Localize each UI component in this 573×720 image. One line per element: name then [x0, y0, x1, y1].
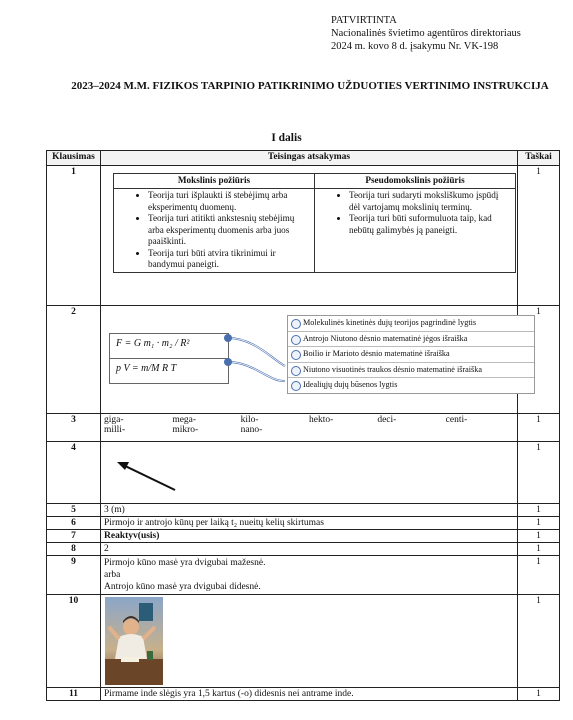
- arrow-icon: [111, 450, 211, 500]
- points-value: 1: [518, 556, 560, 595]
- table-header: [47, 151, 560, 166]
- points-value: 1: [518, 504, 560, 517]
- unit-prefixes: [104, 415, 514, 435]
- part-title: I dalis: [271, 132, 302, 144]
- points-value: 1: [518, 543, 560, 556]
- question-number: 8: [47, 543, 101, 556]
- option-label: Molekulinės kinetinės dujų teorijos pagrindinė lygtis: [303, 318, 477, 327]
- table-row: [47, 688, 560, 701]
- question-number: 4: [47, 442, 101, 504]
- document-title: 2023–2024 M.M. FIZIKOS TARPINIO PATIKRINIMO UŽDUOTIES VERTINIMO INSTRUKCIJA: [71, 80, 549, 92]
- prefix: deci-: [377, 415, 397, 425]
- table-row: [47, 530, 560, 543]
- answer-line: arba: [104, 570, 121, 580]
- points-value: 1: [518, 306, 560, 414]
- answer-cell: [101, 442, 518, 504]
- table-row: [47, 442, 560, 504]
- formula-gravity: F = G m₁ · m₂ / R²: [116, 338, 190, 349]
- col-question: Klausimas: [47, 151, 101, 166]
- table-row: [47, 595, 560, 688]
- sci-header: Mokslinis požiūris: [114, 174, 315, 189]
- list-item: • Teorija turi būti atvira tikrinimui ir bandymui paneigti.: [148, 248, 310, 271]
- option-item[interactable]: [288, 378, 534, 393]
- table-row: [47, 556, 560, 595]
- option-item[interactable]: [288, 363, 534, 379]
- approval-block: [331, 14, 521, 53]
- option-item[interactable]: [288, 332, 534, 348]
- option-label: Niutono visuotinės traukos dėsnio matematinė išraiška: [303, 364, 482, 374]
- list-item: • Teorija turi sudaryti moksliškumo įspūdį dėl vartojamų mokslinių terminų.: [349, 190, 511, 213]
- approval-line: 2024 m. kovo 8 d. įsakymu Nr. VK-198: [331, 41, 499, 52]
- answer-cell: [101, 166, 518, 306]
- answer-cell: [101, 556, 518, 595]
- prefix: mikro-: [172, 425, 199, 435]
- question-number: 11: [47, 688, 101, 701]
- option-item[interactable]: [288, 347, 534, 363]
- table-row: [47, 517, 560, 530]
- prefix: giga-: [104, 415, 124, 425]
- points-value: 1: [518, 688, 560, 701]
- answer-text: Pirmame inde slėgis yra 1,5 kartus (-o) didesnis nei antrame inde.: [101, 688, 518, 701]
- radio-icon: [291, 319, 301, 329]
- option-item[interactable]: [288, 316, 534, 332]
- approval-line: Nacionalinės švietimo agentūros direktoriaus: [331, 28, 521, 39]
- question-number: 10: [47, 595, 101, 688]
- approach-table: [113, 173, 516, 273]
- points-value: 1: [518, 595, 560, 688]
- table-row: [47, 414, 560, 442]
- answer-text: 2: [101, 543, 518, 556]
- prefix: nano-: [240, 425, 263, 435]
- formula-ideal-gas: p V = m/M R T: [110, 358, 228, 383]
- table-row: [47, 166, 560, 306]
- answer-text: 3 (m): [101, 504, 518, 517]
- points-value: 1: [518, 414, 560, 442]
- list-item: • Teorija turi būti suformuluota taip, kad nebūtų galimybės ją paneigti.: [349, 213, 511, 236]
- option-label: Boilio ir Marioto dėsnio matematinė išraiška: [303, 349, 450, 358]
- list-item: • Teorija turi atitikti ankstesnių stebėjimų arba eksperimentų duomenis arba juos paaiškinti.: [148, 213, 310, 248]
- points-value: 1: [518, 530, 560, 543]
- prefix: hekto-: [309, 415, 334, 425]
- option-label: Antrojo Niutono dėsnio matematinė jėgos išraiška: [303, 333, 468, 343]
- question-number: 3: [47, 414, 101, 442]
- col-answer: Teisingas atsakymas: [101, 151, 518, 166]
- answer-line: Antrojo kūno masė yra dvigubai didesnė.: [104, 582, 261, 592]
- points-value: 1: [518, 166, 560, 306]
- student-illustration: [105, 597, 163, 685]
- question-number: 7: [47, 530, 101, 543]
- prefix: kilo-: [240, 415, 259, 425]
- answer-cell: [101, 414, 518, 442]
- answer-line: Pirmojo kūno masė yra dvigubai mažesnė.: [104, 558, 266, 568]
- pseudo-header: Pseudomokslinis požiūris: [315, 174, 516, 189]
- radio-icon: [291, 366, 301, 376]
- question-number: 5: [47, 504, 101, 517]
- question-number: 1: [47, 166, 101, 306]
- approval-line: PATVIRTINTA: [331, 15, 397, 26]
- points-value: 1: [518, 442, 560, 504]
- answers-table: [46, 150, 560, 701]
- prefix: mega-: [172, 415, 197, 425]
- points-value: 1: [518, 517, 560, 530]
- list-item: • Teorija turi išplaukti iš stebėjimų arba eksperimentų duomenų.: [148, 190, 310, 213]
- option-label: Idealiųjų dujų būsenos lygtis: [303, 380, 398, 389]
- radio-icon: [291, 381, 301, 391]
- radio-icon: [291, 350, 301, 360]
- question-number: 9: [47, 556, 101, 595]
- table-row: [47, 504, 560, 517]
- col-points: Taškai: [518, 151, 560, 166]
- answer-cell: [101, 595, 518, 688]
- prefix: centi-: [445, 415, 468, 425]
- table-row: [47, 306, 560, 414]
- question-number: 6: [47, 517, 101, 530]
- question-number: 2: [47, 306, 101, 414]
- answer-text: Pirmojo ir antrojo kūnų per laiką t₂ nueitų kelių skirtumas: [101, 517, 518, 530]
- radio-icon: [291, 335, 301, 345]
- answer-text: Reaktyv(usis): [101, 530, 518, 543]
- answer-cell: [101, 306, 518, 414]
- prefix: milli-: [104, 425, 126, 435]
- table-row: [47, 543, 560, 556]
- options-list: [287, 315, 535, 394]
